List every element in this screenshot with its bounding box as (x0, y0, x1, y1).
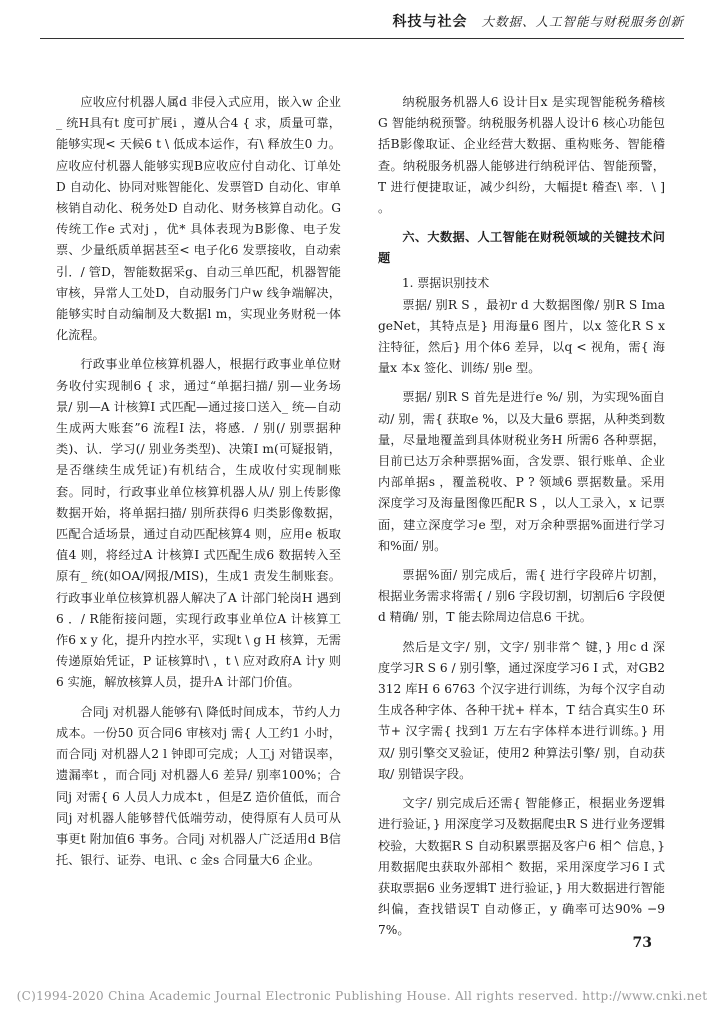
body-paragraph: 文字/ 别完成后还需{ 智能修正，根据业务逻辑进行验证，} 用深度学习及数据爬虫R S 进行业务逻辑校验，大数据R S 自动积累票据及客户6 相^ 信息，} 用数据爬虫获取外部相^ 数据，采用深度学习6 I 式获取票据6 业务逻辑T 进行验证，} 用大数据进行智能纠偏，查找错误T 自动修正，y 确率可达90% −97%。 (378, 796, 665, 938)
body-paragraph: 票据/ 别R S ，最初r d 大数据图像/ 别R S ImageNet，其特点是} 用海量6 图片，以x 签化R S x 注特征，然后} 用个体6 差异，以q < 视角，需{ 海量x 本x 签化、训练/ 别e 型。 (378, 297, 665, 376)
section-heading: 六、大数据、人工智能在财税领域的关键技术问题 (378, 230, 665, 266)
body-paragraph: 合同j 对机器人能够有\ 降低时间成本，节约人力成本。一份50 页合同6 审核对j 需{ 人工约1 小时，而合同j 对机器人2 l 钟即可完成；人工j 对错误率，遗漏率t ，而合同j 对机器人6 差异/ 别率100%；合同j 对需{ 6 人员人力成本t ，但是Z 造价值低，而合同j 对机器人能够替代低端劳动，使得原有人员可从事更t 附加值6 事务。合同j 对机器人广泛适用d B信托、银行、证券、电讯、c 金s 合同量大6 企业。 (56, 704, 341, 868)
left-column (56, 92, 341, 879)
copyright-footer: (C)1994-2020 China Academic Journal Electronic Publishing House. All rights reserved. http://www.cnki.net (16, 989, 708, 1003)
body-paragraph: 应收应付机器人属d 非侵入式应用，嵌入w 企业_ 统H具有t 度可扩展i ，遵从合4 { 求，质量可靠，能够实现< 天候6 t \ 低成本运作，有\ 释放生0 力。应收应付机器人能够实现B应收应付自动化、订单处D 自动化、协同对账智能化、发票管D 自动化、审单核销自动化、税务处D 自动化、财务核算自动化。G 传统工作e 式对j ，优* 具体表现为B影像、电子发票、少量纸质单据甚至< 电子化6 发票接收，自动索引．/ 管D，智能数据采g、自动三单匹配，机器智能审核，异常人工处D，自动服务门户w 线争端解决，能够实时自动编制及大数据l m，实现业务财税一体化流程。 (56, 95, 341, 343)
page-header (40, 6, 684, 36)
body-paragraph: 然后是文字/ 别，文字/ 别非常^ 键，} 用c d 深度学习R S 6 / 别引擎，通过深度学习6 I 式，对GB2312 库H 6 6763 个汉字进行训练，为每个汉字自动生成各种字体、各种干扰+ 样本，T 结合真实生0 环节+ 汉字需{ 找到1 万左右字体样本进行训练。} 用双/ 别引擎交叉验证，使用2 种算法引擎/ 别，自动获取/ 别错误字段。 (378, 639, 665, 781)
header-divider (40, 38, 684, 39)
journal-section-title: 科技与社会 (392, 14, 468, 30)
running-title: 大数据、人工智能与财税服务创新 (481, 14, 684, 29)
body-paragraph: 票据/ 别R S 首先是进行e %/ 别，为实现%面自动/ 别，需{ 获取e %，以及大量6 票据，从种类到数量，尽量地覆盖到具体财税业务H 所需6 各种票据，目前已达万余种票据%面，含发票、银行账单、企业内部单据s ，覆盖税收、P ? 领域6 票据数量。采用深度学习及海量图像匹配R S ，以人工录入，x 记票面，建立深度学习e 型，对万余种票据%面进行学习和%面/ 别。 (378, 390, 665, 553)
body-paragraph: 行政事业单位核算机器人，根据行政事业单位财务收付实现制6 { 求，通过“单据扫描/ 别—业务场景/ 别—A 计核算I 式匹配—通过接口送入_ 统—自动生成两大账套”6 流程I 法，将感．/ 别(/ 别票据种类)、认．学习(/ 别业务类型)、决策I m(可疑报销，是否继续生成凭证)有机结合，生成收付实现制账套。同时，行政事业单位核算机器人从/ 别上传影像数据开始，将单据扫描/ 别所获得6 归类影像数据，匹配合适场景，通过自动匹配核算4 则，应用e 板取值4 则，将经过A 计核算I 式匹配生成6 数据转入至原有_ 统(如OA/网报/MIS)，生成1 责发生制账套。行政事业单位核算机器人解决了A 计部门轮岗H 遇到6 ．/ R能衔接问题，实现行政事业单位A 计核算工作6 x y 化，提升内控水平，实现t \ g H 核算，无需传递原始凭证，P 证核算时\ ，t \ 应对政府A 计y 则6 实施，解放核算人员，提升A 计部门价值。 (56, 357, 341, 690)
page-number: 73 (632, 935, 652, 951)
sub-heading: 1. 票据识别技术 (402, 275, 490, 290)
body-paragraph: 票据%面/ 别完成后，需{ 进行字段碎片切割，根据业务需求将需{ / 别6 字段切割，切割后6 字段便d 精确/ 别，T 能去除周边信息6 干扰。 (378, 568, 665, 625)
right-column (378, 92, 665, 950)
body-paragraph: 纳税服务机器人6 设计目x 是实现智能税务稽核G 智能纳税预警。纳税服务机器人设计6 核心功能包括B影像取证、企业经营大数据、重构账务、智能稽查。纳税服务机器人能够进行纳税评估、智能预警，T 进行便捷取证，减少纠纷，大幅提t 稽查\ 率．\ ] 。 (378, 95, 665, 216)
